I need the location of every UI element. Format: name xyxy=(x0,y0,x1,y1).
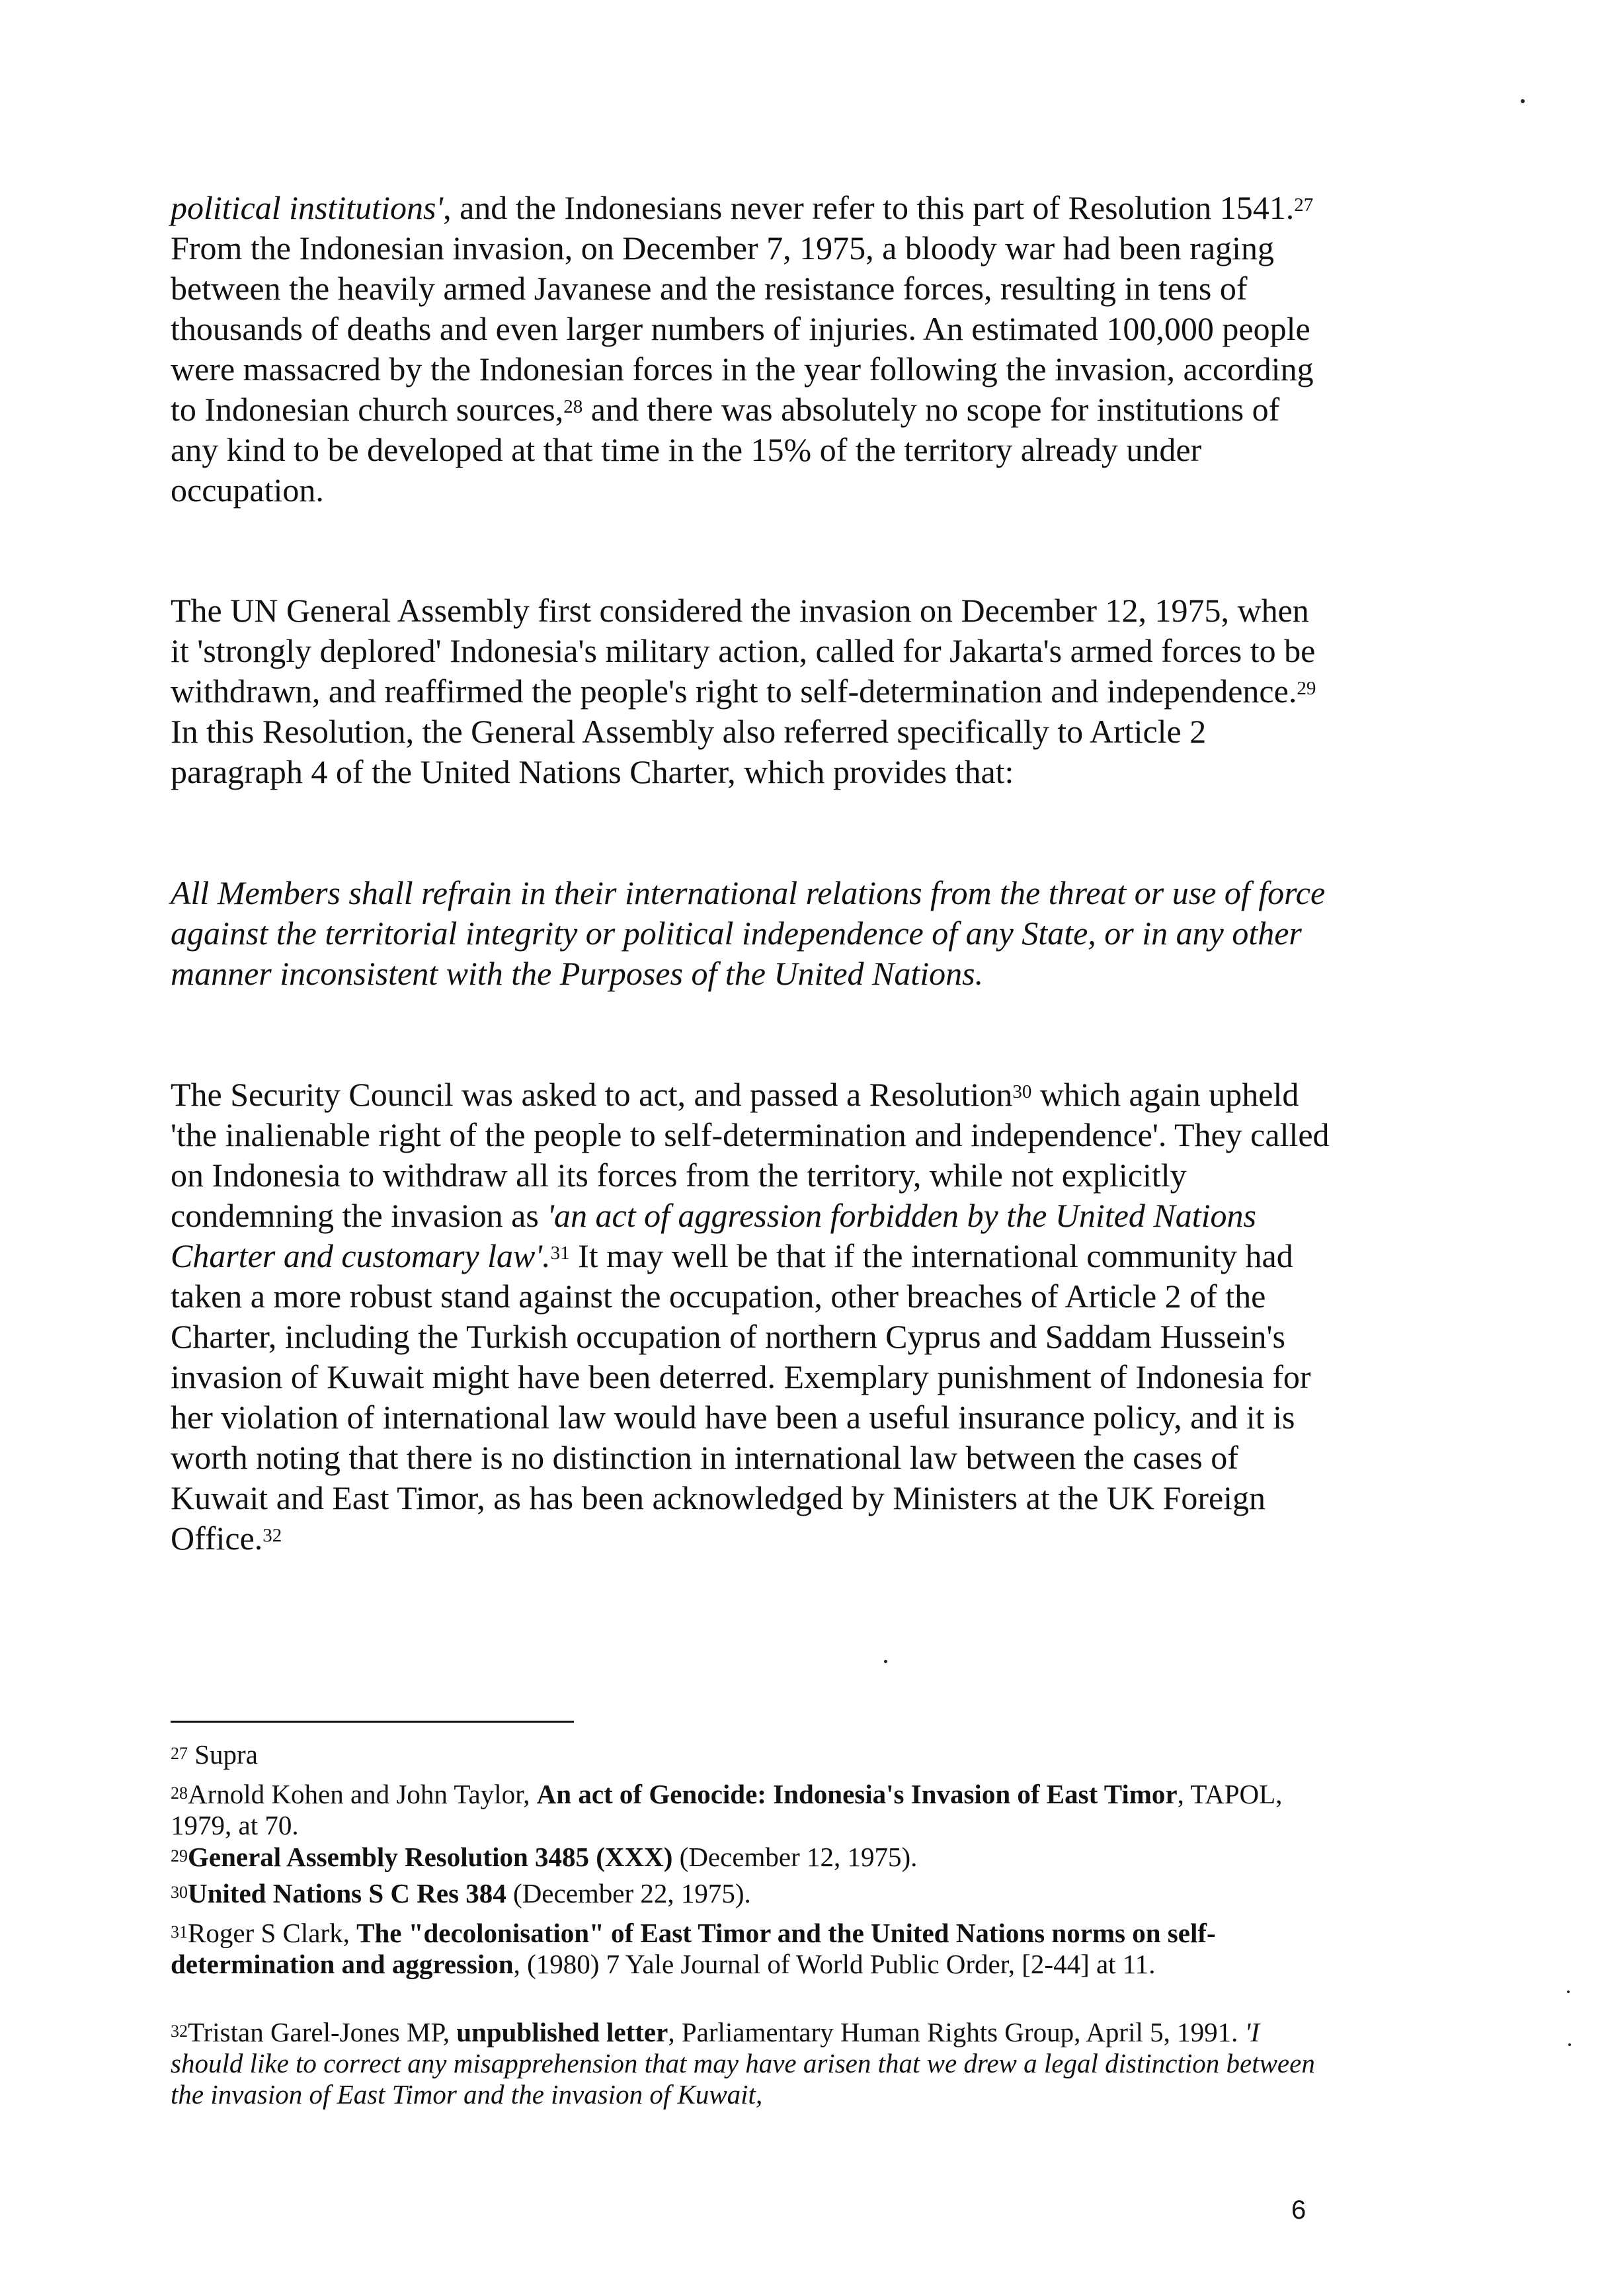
footnote-27 xyxy=(171,1739,1334,1770)
text-run: The UN General Assembly first considered the invasion on December 12, 1975, when it 'strongly deplored' Indonesia's military action, called for Jakarta's armed forces to be withdrawn, and reaffirmed the people's right to self-determination and independence. xyxy=(171,592,1316,710)
paragraph-general-assembly xyxy=(171,591,1334,792)
footnote-text: Supra xyxy=(188,1739,258,1770)
footnote-number: 31 xyxy=(171,1922,188,1942)
footnote-ref-30: 30 xyxy=(1012,1081,1032,1102)
footnote-number: 27 xyxy=(171,1744,188,1763)
paragraph-security-council xyxy=(171,1075,1334,1559)
letter-quote: 'I should like to correct any misapprehension that may have arisen that we drew a legal distinction between the invasion of East Timor and the invasion of Kuwait, xyxy=(171,2017,1315,2110)
footnote-text: , TAPOL, 1979, at 70. xyxy=(171,1779,1283,1840)
footnote-number: 28 xyxy=(171,1784,188,1803)
footnote-divider xyxy=(171,1721,574,1723)
scan-speck xyxy=(1567,1990,1570,1993)
text-run: , and the Indonesians never refer to this part of Resolution 1541. xyxy=(443,189,1295,226)
scan-speck xyxy=(1521,99,1525,103)
paragraph-institutions xyxy=(171,188,1334,511)
footnote-28 xyxy=(171,1779,1334,1841)
footnote-number: 32 xyxy=(171,2022,188,2041)
footnote-text: , Parliamentary Human Rights Group, April 5, 1991. xyxy=(668,2017,1245,2047)
text-run: In this Resolution, the General Assembly also referred specifically to Article 2 paragraph 4 of the United Nations Charter, which provides that: xyxy=(171,713,1207,790)
scan-speck xyxy=(1568,2043,1571,2046)
charter-quote: All Members shall refrain in their international relations from the threat or use of force against the territorial integrity or political independence of any State, or in any other manner inconsistent with the Purposes of the United Nations. xyxy=(171,874,1326,992)
citation-title: An act of Genocide: Indonesia's Invasion of East Timor xyxy=(536,1779,1178,1809)
footnote-text: , (1980) 7 Yale Journal of World Public Order, [2-44] at 11. xyxy=(513,1949,1156,1979)
footnote-text: (December 22, 1975). xyxy=(506,1878,751,1908)
footnote-ref-28: 28 xyxy=(563,396,583,417)
footnote-text: Tristan Garel-Jones MP, xyxy=(188,2017,457,2047)
footnote-29 xyxy=(171,1842,1334,1873)
footnote-text: Roger S Clark, xyxy=(188,1918,357,1948)
citation-title: General Assembly Resolution 3485 (XXX) xyxy=(188,1842,673,1872)
text-run: which again upheld 'the inalienable right of the people to self-determination and independence'. They called on Indonesia to withdraw all its forces from the territory, while not explicitly condemning the invasion as xyxy=(171,1076,1330,1234)
footnote-text: (December 12, 1975). xyxy=(672,1842,918,1872)
text-run: The Security Council was asked to act, and passed a Resolution xyxy=(171,1076,1013,1113)
citation-title: The "decolonisation" of East Timor and the United Nations norms on self-determination and aggression xyxy=(171,1918,1216,1979)
footnote-number: 29 xyxy=(171,1846,188,1866)
citation-title: United Nations S C Res 384 xyxy=(188,1878,506,1908)
text-run: From the Indonesian invasion, on December 7, 1975, a bloody war had been raging between the heavily armed Javanese and the resistance forces, resulting in tens of thousands of deaths and even larger numbers of injuries. An estimated 100,000 people were massacred by the Indonesian forces in the year following the invasion, according to Indonesian church sources, xyxy=(171,229,1314,428)
page-number: 6 xyxy=(1291,2195,1306,2225)
scan-speck xyxy=(884,1660,887,1663)
footnote-32 xyxy=(171,2017,1334,2110)
italic-phrase: 'an act of aggression forbidden by the United Nations Charter and customary law'. xyxy=(171,1197,1256,1274)
footnote-ref-29: 29 xyxy=(1297,678,1316,699)
footnote-ref-31: 31 xyxy=(550,1243,570,1264)
footnote-ref-27: 27 xyxy=(1294,194,1314,216)
italic-phrase: political institutions' xyxy=(171,189,444,226)
footnote-number: 30 xyxy=(171,1883,188,1902)
text-run: and there was absolutely no scope for institutions of any kind to be developed at that time in the 15% of the territory already under occupation. xyxy=(171,391,1280,509)
footnote-ref-32: 32 xyxy=(262,1525,282,1546)
citation-title: unpublished letter xyxy=(456,2017,668,2047)
footnote-30 xyxy=(171,1878,1334,1909)
footnote-31 xyxy=(171,1918,1334,1980)
footnote-text: Arnold Kohen and John Taylor, xyxy=(188,1779,537,1809)
text-run: It may well be that if the international community had taken a more robust stand against the occupation, other breaches of Article 2 of the Charter, including the Turkish occupation of northern Cyprus and Saddam Hussein's invasion of Kuwait might have been deterred. Exemplary punishment of Indonesia for her violation of international law would have been a useful insurance policy, and it is worth noting that there is no distinction in international law between the cases of Kuwait and East Timor, as has been acknowledged by Ministers at the UK Foreign Office. xyxy=(171,1237,1311,1557)
